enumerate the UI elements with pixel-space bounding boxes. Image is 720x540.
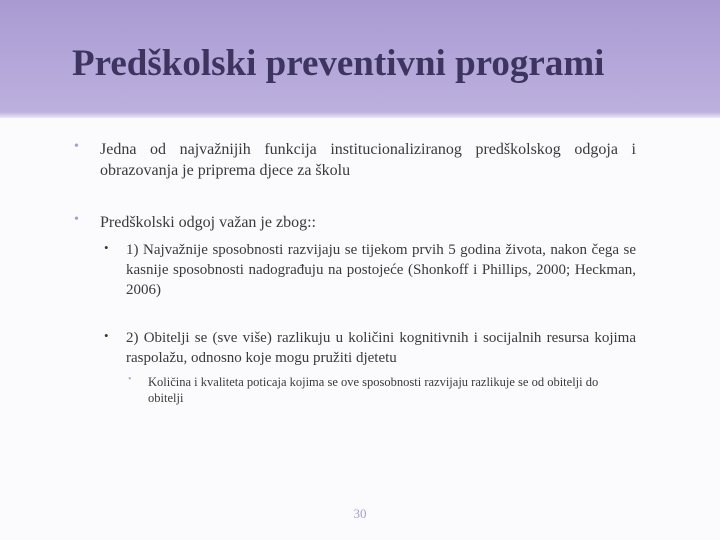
- sub-bullet-item: [100, 328, 636, 368]
- title-band: [0, 0, 720, 118]
- bullet-marker: •: [74, 212, 79, 227]
- bullet-marker: •: [74, 139, 79, 154]
- bullet-marker: •: [128, 374, 132, 385]
- bullet-marker: •: [104, 240, 109, 255]
- slide-title: Predškolski preventivni programi: [72, 43, 605, 84]
- bullet-item: [72, 212, 636, 233]
- bullet-text: Jedna od najvažnijih funkcija institucionaliziranog predškolskog odgoja i obrazovanja je priprema djece za školu: [100, 141, 636, 179]
- sub-bullet-text: 1) Najvažnije sposobnosti razvijaju se tijekom prvih 5 godina života, nakon čega se kasnije sposobnosti nadograđuju na postojeće (Shonkoff i Phillips, 2000; Heckman, 2006): [126, 242, 636, 298]
- bullet-marker: •: [104, 328, 109, 343]
- sub-bullet-item: [100, 240, 636, 300]
- sub-sub-bullet-item: [126, 374, 636, 406]
- bullet-text: Predškolski odgoj važan je zbog::: [100, 214, 316, 231]
- bullet-item: [72, 139, 636, 181]
- sub-bullet-text: 2) Obitelji se (sve više) razlikuju u količini kognitivnih i socijalnih resursa kojima raspolažu, odnosno koje mogu pružiti djetetu: [126, 330, 636, 366]
- sub-sub-bullet-text: Količina i kvaliteta poticaja kojima se ove sposobnosti razvijaju razlikuje se od obitelji do obitelji: [148, 375, 599, 405]
- page-number: 30: [353, 506, 367, 521]
